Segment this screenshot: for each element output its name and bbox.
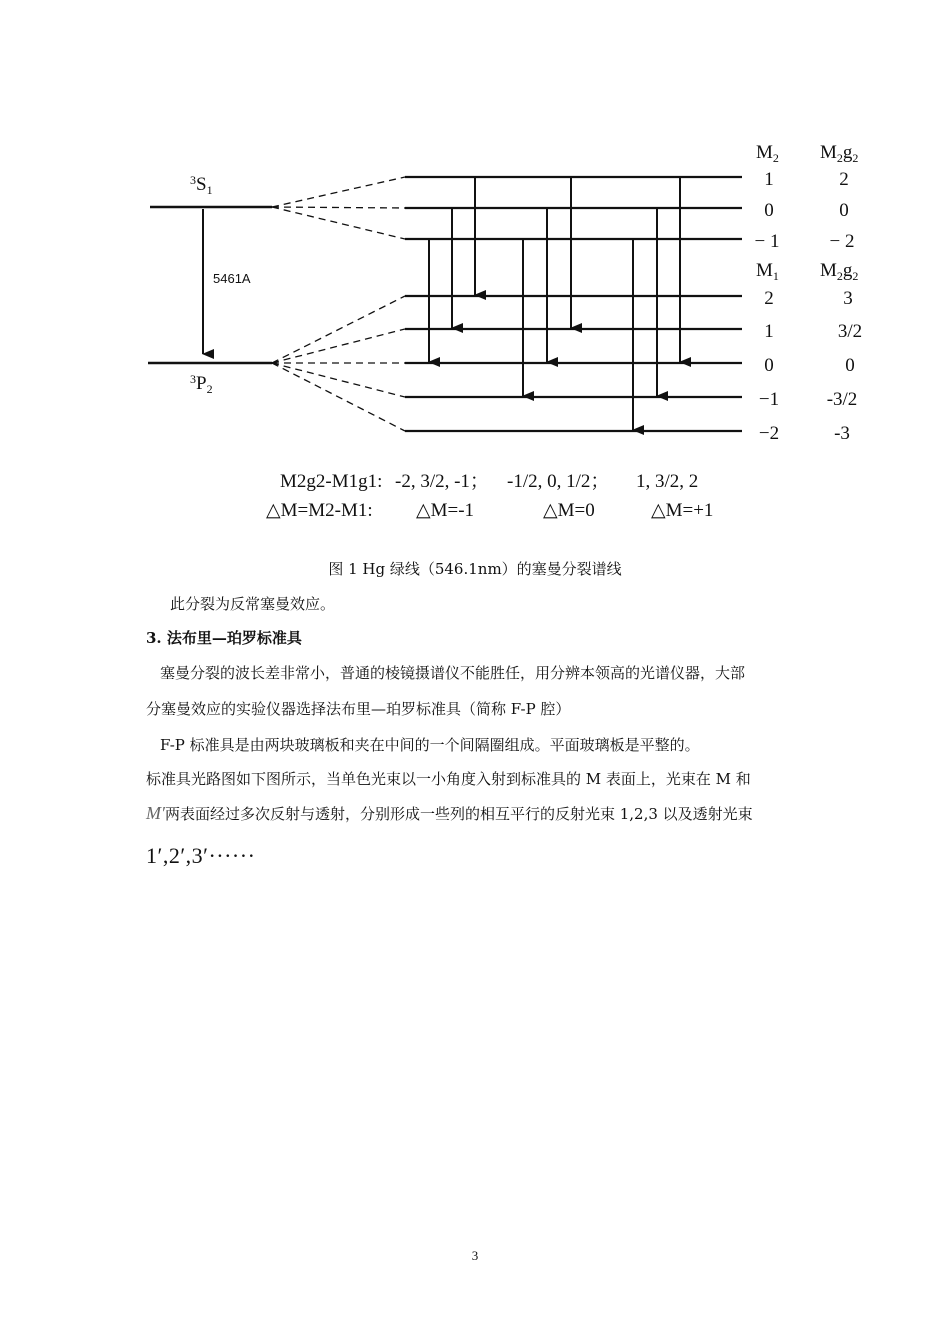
paragraph-text [146,803,816,824]
summary-label-dm: △M=M2-M1: [266,500,373,521]
upper-mg-value: 2 [839,169,849,190]
summary-group: -2, 3/2, -1； [395,471,489,492]
label-3p2: $^3P_2$ [190,372,213,396]
lower-mg-value: 0 [845,355,855,376]
paragraph-text: 塞曼分裂的波长差非常小，普通的棱镜摄谱仪不能胜任，用分辨本领高的光谱仪器，大部 [160,664,746,682]
m-prime-symbol: M′ [146,803,165,823]
lower-mg-value: -3 [834,423,850,444]
upper-mg-value: − 2 [829,231,855,252]
lower-m-value: −2 [758,423,780,444]
splitting-dashes-upper [272,177,405,239]
header-m2g2-lower: $M_2g_2$ [820,260,859,283]
transition-arrows [429,177,680,430]
figure-caption: 图 1 Hg 绿线（546.1nm）的塞曼分裂谱线 [328,560,622,578]
lower-mg-value: 3/2 [837,321,863,342]
upper-mg-value: 0 [839,200,849,221]
summary-group: 1, 3/2, 2 [636,471,699,492]
lower-m-value: 2 [764,288,774,309]
summary-dm: △M=-1 [416,500,475,521]
upper-m-value: 1 [764,169,774,190]
lower-sublevels [405,296,742,431]
zeeman-splitting-diagram [120,130,880,530]
page-number: 3 [471,1248,479,1263]
header-m1: $M_1$ [756,260,779,283]
upper-sublevels [405,177,742,239]
label-3s1: $^3S_1$ [190,173,213,197]
header-m2g2-upper: $M_2g_2$ [820,142,859,165]
paragraph-text: F-P 标准具是由两块玻璃板和夹在中间的一个间隔圈组成。平面玻璃板是平整的。 [160,736,700,754]
paragraph-text: 标准具光路图如下图所示，当单色光束以一小角度入射到标准具的 M 表面上，光束在 M 和 [146,770,751,788]
summary-group: -1/2, 0, 1/2； [507,471,610,492]
lower-mg-value: 3 [843,288,853,309]
summary-label-mg: M2g2-M1g1: [280,471,383,492]
section-heading: 3. 法布里—珀罗标准具 [146,629,302,647]
splitting-dashes-lower [272,296,405,431]
summary-dm: △M=+1 [651,500,714,521]
paragraph-text-continued: 两表面经过多次反射与透射，分别形成一些列的相互平行的反射光束 1,2,3 以及透射光束 [164,805,753,823]
upper-m-value: 0 [764,200,774,221]
wavelength-label: 5461A [213,271,251,286]
lower-m-value: −1 [758,389,780,410]
lower-m-value: 0 [764,355,774,376]
upper-m-value: − 1 [754,231,780,252]
paragraph-anomalous-zeeman: 此分裂为反常塞曼效应。 [170,595,336,613]
lower-m-value: 1 [764,321,774,342]
header-m2: $M_2$ [756,142,779,165]
paragraph-text: 分塞曼效应的实验仪器选择法布里—珀罗标准具（简称 F-P 腔） [146,700,571,718]
lower-mg-value: -3/2 [826,389,858,410]
summary-dm: △M=0 [543,500,595,521]
transmitted-beams-label: 1′,2′,3′······ [146,843,256,868]
